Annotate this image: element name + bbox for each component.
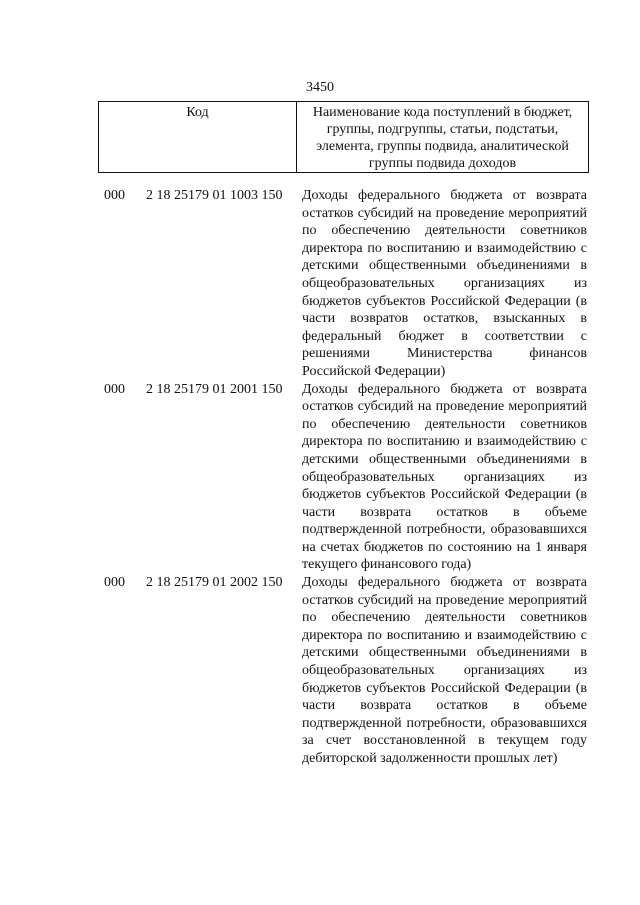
budget-code: 2 18 25179 01 1003 150 xyxy=(146,188,283,203)
admin-code: 000 xyxy=(104,381,125,397)
income-description: Доходы федерального бюджета от возврата остатков субсидий на проведение мероприятий по обеспечению деятельности советников директора по воспитанию и взаимодействию с детскими общественными объединениями в общеобразовательных организациях из бюджетов субъектов Российской Федерации (в части возвратов остатков, взысканных в федеральный бюджет в соответствии с решениями Министерства финансов Российской Федерации) xyxy=(302,188,587,379)
table-row xyxy=(0,187,640,381)
income-description: Доходы федерального бюджета от возврата остатков субсидий на проведение мероприятий по обеспечению деятельности советников директора по воспитанию и взаимодействию с детскими общественными объединениями в общеобразовательных организациях из бюджетов субъектов Российской Федерации (в части возврата остатков в объеме подтвержденной потребности, образовавшихся за счет восстановленной в текущем году дебиторской задолженности прошлых лет) xyxy=(302,575,587,766)
budget-code: 2 18 25179 01 2002 150 xyxy=(146,575,283,591)
header-name-label: Наименование кода поступлений в бюджет, группы, подгруппы, статьи, подстатьи, элемента, группы подвида, аналитической группы подвида доходов xyxy=(312,105,573,171)
income-description: Доходы федерального бюджета от возврата остатков субсидий на проведение мероприятий по обеспечению деятельности советников директора по воспитанию и взаимодействию с детскими общественными объединениями в общеобразовательных организациях из бюджетов субъектов Российской Федерации (в части возврата остатков в объеме подтвержденной потребности, образовавшихся на счетах бюджетов по состоянию на 1 января текущего финансового года) xyxy=(302,381,587,573)
budget-code: 2 18 25179 01 2001 150 xyxy=(146,381,283,397)
admin-code: 000 xyxy=(104,188,125,203)
table-row xyxy=(0,381,640,575)
admin-code: 000 xyxy=(104,575,125,591)
header-code-label: Код xyxy=(99,102,297,172)
income-codes-list xyxy=(0,187,640,768)
table-header xyxy=(98,101,589,173)
page-number: 3450 xyxy=(306,80,334,95)
table-row xyxy=(0,574,640,768)
